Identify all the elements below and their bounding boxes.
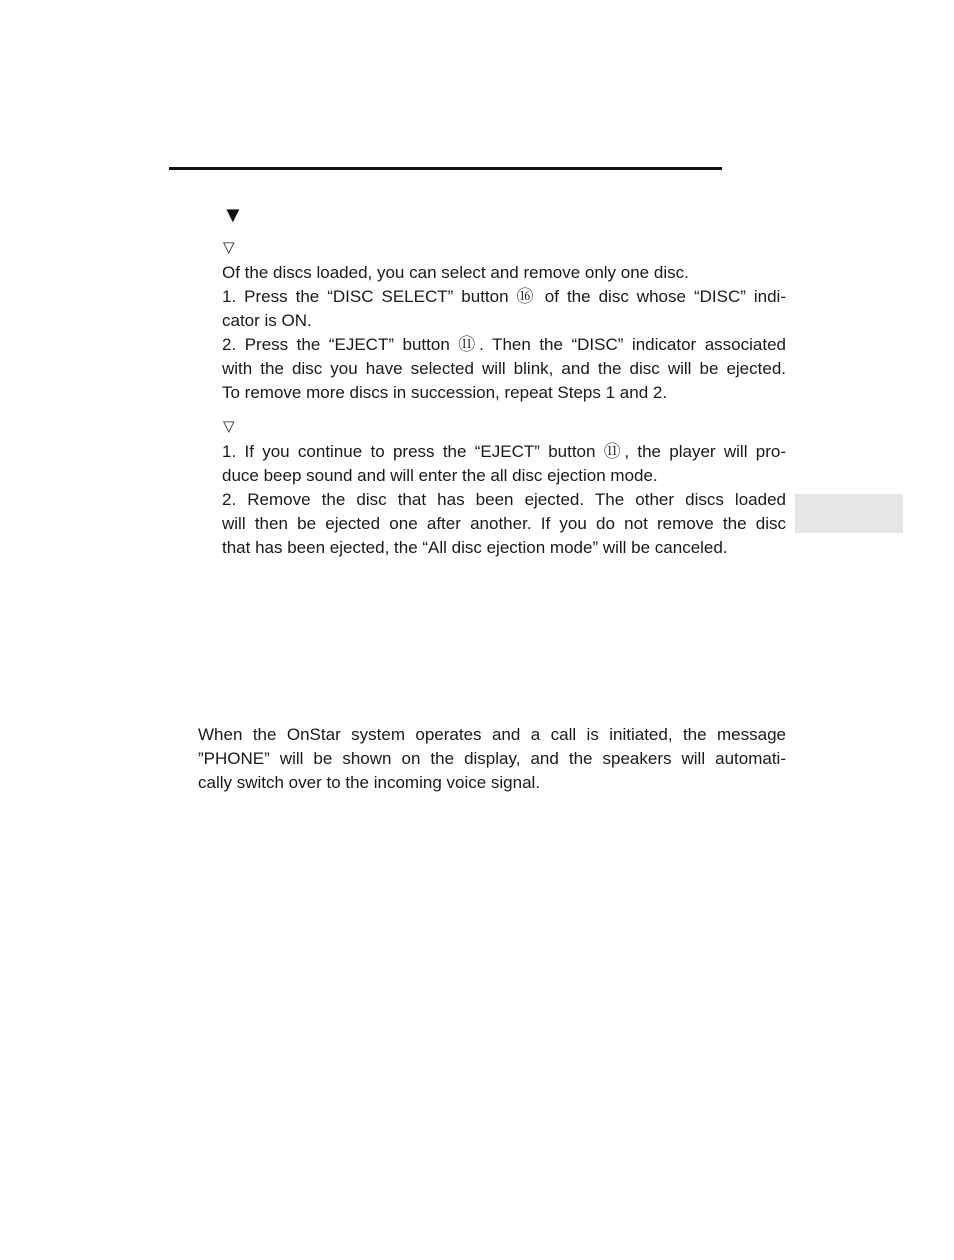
header-rule [169, 167, 722, 170]
text-line: ”PHONE” will be shown on the display, and the speakers will automati- [198, 749, 786, 768]
open-triangle-marker-icon: ▽ [223, 418, 235, 435]
text-line: duce beep sound and will enter the all disc ejection mode. [222, 466, 658, 485]
chapter-side-tab [795, 494, 903, 533]
text-line: 1. If you continue to press the “EJECT” button ⑪, the player will pro- [222, 442, 786, 461]
text-line: When the OnStar system operates and a call is initiated, the message [198, 725, 786, 744]
solid-triangle-marker-icon: ▼ [222, 202, 244, 227]
text-line: 2. Remove the disc that has been ejected. The other discs loaded [222, 490, 786, 509]
text-line: cator is ON. [222, 311, 312, 330]
text-line: cally switch over to the incoming voice signal. [198, 773, 541, 792]
text-line: 2. Press the “EJECT” button ⑪. Then the “DISC” indicator associated [222, 335, 786, 354]
text-line: Of the discs loaded, you can select and remove only one disc. [222, 263, 689, 282]
open-triangle-marker-icon: ▽ [223, 239, 235, 256]
text-line: with the disc you have selected will blink, and the disc will be ejected. [222, 359, 786, 378]
text-line: To remove more discs in succession, repeat Steps 1 and 2. [222, 383, 668, 402]
all-disc-eject-instructions [222, 440, 786, 560]
text-line: will then be ejected one after another. If you do not remove the disc [222, 514, 786, 533]
onstar-phone-paragraph [198, 723, 786, 795]
text-line: 1. Press the “DISC SELECT” button ⑯ of the disc whose “DISC” indi- [222, 287, 786, 306]
text-line: that has been ejected, the “All disc ejection mode” will be canceled. [222, 538, 728, 557]
single-disc-eject-instructions [222, 261, 786, 405]
